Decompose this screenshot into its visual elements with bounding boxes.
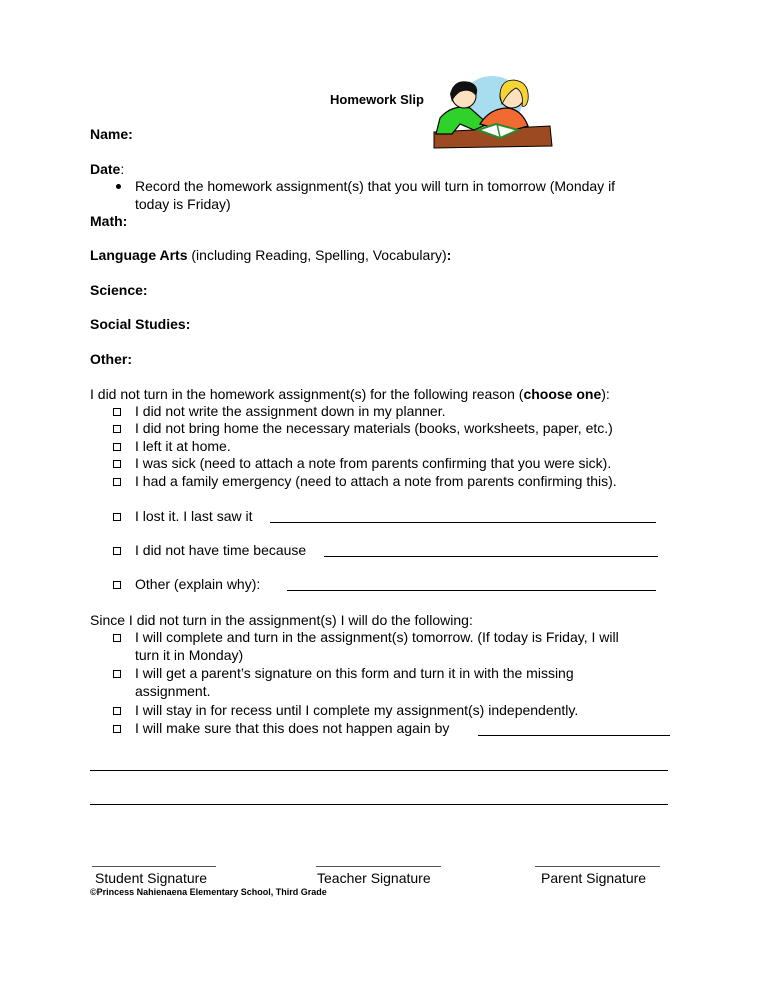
action-checkbox-3[interactable] <box>113 707 121 715</box>
reason-intro-bold: choose one <box>523 386 602 402</box>
bullet-line-2: today is Friday) <box>135 196 231 212</box>
other-label: Other: <box>90 351 132 367</box>
reason-item-4: I was sick (need to attach a note from parents confirming that you were sick). <box>135 455 612 471</box>
action-item-2-line-1: I will get a parent’s signature on this form and turn it in with the missing <box>135 665 574 681</box>
action-item-4-blank-line[interactable] <box>478 735 670 736</box>
lost-checkbox[interactable] <box>113 513 121 521</box>
parent-signature-label: Parent Signature <box>541 870 647 886</box>
reason-item-2: I did not bring home the necessary materials (books, worksheets, paper, etc.) <box>135 420 613 436</box>
reason-checkbox-2[interactable] <box>113 425 121 433</box>
teacher-signature-label: Teacher Signature <box>317 870 431 886</box>
date-colon: : <box>120 161 125 177</box>
action-item-1-line-2: turn it in Monday) <box>135 647 244 663</box>
other-explain-checkbox[interactable] <box>113 581 121 589</box>
action-item-2-line-2: assignment. <box>135 683 211 699</box>
name-label: Name: <box>90 126 133 142</box>
lost-blank-line[interactable] <box>270 522 656 523</box>
no-time-label: I did not have time because <box>135 542 307 558</box>
bullet-line-1: Record the homework assignment(s) that you will turn in tomorrow (Monday if <box>135 178 616 194</box>
actions-intro: Since I did not turn in the assignment(s) I will do the following: <box>90 612 473 628</box>
action-checkbox-4[interactable] <box>113 725 121 733</box>
other-explain-blank-line[interactable] <box>287 590 656 591</box>
reason-checkbox-4[interactable] <box>113 460 121 468</box>
action-item-4: I will make sure that this does not happen again by <box>135 720 450 736</box>
action-item-3: I will stay in for recess until I complete my assignment(s) independently. <box>135 702 579 718</box>
extra-blank-line-2[interactable] <box>90 804 668 805</box>
no-time-blank-line[interactable] <box>324 556 658 557</box>
parent-signature-line[interactable] <box>535 866 660 867</box>
student-signature-line[interactable] <box>92 866 216 867</box>
reason-item-5: I had a family emergency (need to attach a note from parents confirming this). <box>135 473 617 489</box>
reason-intro-post: ): <box>601 386 610 402</box>
science-label: Science: <box>90 282 148 298</box>
teacher-signature-line[interactable] <box>316 866 441 867</box>
reason-item-3: I left it at home. <box>135 438 231 454</box>
extra-blank-line-1[interactable] <box>90 770 668 771</box>
math-label: Math: <box>90 213 128 229</box>
reason-item-1: I did not write the assignment down in my planner. <box>135 403 446 419</box>
action-item-1-line-1: I will complete and turn in the assignment(s) tomorrow. (If today is Friday, I will <box>135 629 619 645</box>
student-signature-label: Student Signature <box>95 870 208 886</box>
language-arts-note: (including Reading, Spelling, Vocabulary) <box>187 247 447 263</box>
reason-intro <box>90 386 610 403</box>
kids-reading-clipart <box>430 74 554 150</box>
lost-label: I lost it. I last saw it <box>135 508 253 524</box>
action-checkbox-1[interactable] <box>113 634 121 642</box>
footer-copyright: ©Princess Nahienaena Elementary School, Third Grade <box>90 887 327 897</box>
social-studies-label: Social Studies: <box>90 316 191 332</box>
language-arts-title: Language Arts <box>90 247 188 263</box>
reason-checkbox-5[interactable] <box>113 478 121 486</box>
other-explain-label: Other (explain why): <box>135 576 261 592</box>
language-arts-label <box>90 247 451 264</box>
reason-intro-pre: I did not turn in the homework assignment(s) for the following reason ( <box>90 386 524 402</box>
language-arts-colon: : <box>446 247 452 263</box>
no-time-checkbox[interactable] <box>113 547 121 555</box>
date-label-text: Date <box>90 161 121 177</box>
bullet-icon <box>116 184 121 189</box>
action-checkbox-2[interactable] <box>113 670 121 678</box>
date-label <box>90 161 124 178</box>
reason-checkbox-1[interactable] <box>113 408 121 416</box>
page-title: Homework Slip <box>330 92 424 107</box>
reason-checkbox-3[interactable] <box>113 443 121 451</box>
